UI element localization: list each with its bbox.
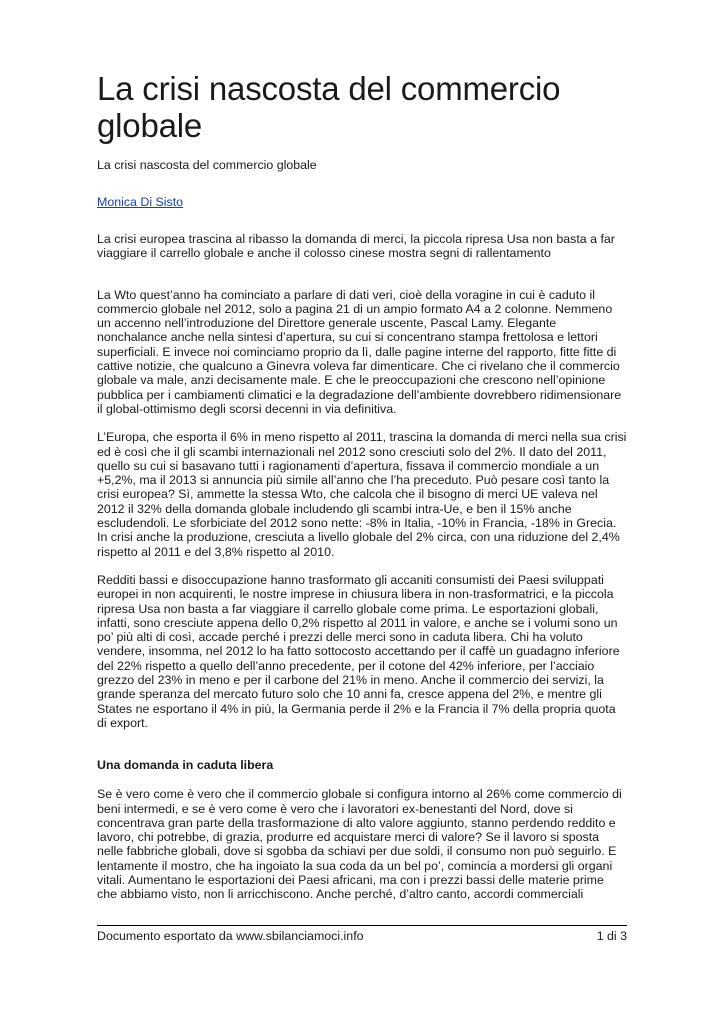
body-paragraph-2: L’Europa, che esporta il 6% in meno rispetto al 2011, trascina la domanda di merci nella sua crisi ed è così che il gli scambi internazionali nel 2012 sono cresciuti solo del 2%. Il dato del 2011, quello su cui si basavano tutti i ragionamenti d’apertura, fissava il commercio mondiale a un +5,2%, ma il 2013 si annuncia più simile all’anno che l’ha preceduto. Può pesare così tanto la crisi europea? Sì, ammette la stessa Wto, che calcola che il bisogno di merci UE valeva nel 2012 il 32% della domanda globale includendo gli scambi intra-Ue, e ben il 15% anche escludendoli. Le sforbiciate del 2012 sono nette: -8% in Italia, -10% in Francia, -18% in Grecia. In crisi anche la produzione, cresciuta a livello globale del 2% circa, con una riduzione del 2,4% rispetto al 2011 e del 3,8% rispetto al 2010. [97, 430, 627, 559]
section-heading: Una domanda in caduta libera [97, 758, 274, 773]
footer-divider [97, 925, 627, 926]
footer-source: Documento esportato da www.sbilanciamoci.info [97, 929, 364, 943]
body-paragraph-1: La Wto quest’anno ha cominciato a parlare di dati veri, cioè della voragine in cui è caduto il commercio globale nel 2012, solo a pagina 21 di un ampio formato A4 a 2 colonne. Nemmeno un accenno nell’introduzione del Direttore generale uscente, Pascal Lamy. Elegante nonchalance anche nella sintesi d’apertura, su cui si concentrano stampa frettolosa e lettori superficiali. E invece noi cominciamo proprio da lì, dalle pagine interne del rapporto, fitte fitte di cattive notizie, che qualcuno a Ginevra voleva far dimenticare. Che ci rivelano che il commercio globale va male, anzi decisamente male. E che le preoccupazioni che crescono nell’opinione pubblica per i cambiamenti climatici e la degradazione dell’ambiente dovrebbero ridimensionare il global-ottimismo degli scorsi decenni in via definitiva. [97, 287, 622, 416]
page-number: 1 di 3 [596, 929, 627, 943]
document-title: La crisi nascosta del commercio globale [97, 70, 561, 144]
body-paragraph-3: Redditi bassi e disoccupazione hanno trasformato gli accaniti consumisti dei Paesi sviluppati europei in non acquirenti, le nostre imprese in chiusura libera in non-trasformatrici, e la piccola ripresa Usa non basta a far viaggiare il carrello globale come prima. Le esportazioni globali, infatti, sono cresciute appena dello 0,2% rispetto al 2011 in valore, e anche se i volumi sono un po’ più alti di così, accade perché i prezzi delle merci sono in caduta libera. Chi ha voluto vendere, insomma, nel 2012 lo ha fatto sottocosto accettando per il caffè un guadagno inferiore del 22% rispetto a quello dell’anno precedente, per il cotone del 42% inferiore, per l’acciaio grezzo del 23% in meno e per il carbone del 21% in meno. Anche il commercio dei servizi, la grande speranza del mercato futuro solo che 10 anni fa, cresce appena del 2%, e mentre gli States ne esportano il 4% in più, la Germania perde il 2% e la Francia il 7% della propria quota di export. [97, 572, 620, 730]
lead-paragraph: La crisi europea trascina al ribasso la domanda di merci, la piccola ripresa Usa non basta a far viaggiare il carrello globale e anche il colosso cinese mostra segni di rallentamento [97, 232, 615, 261]
document-subtitle: La crisi nascosta del commercio globale [97, 158, 317, 172]
author-link[interactable]: Monica Di Sisto [97, 195, 184, 209]
body-paragraph-4: Se è vero come è vero che il commercio globale si configura intorno al 26% come commercio di beni intermedi, e se è vero come è vero che i lavoratori ex-benestanti del Nord, dove si concentrava gran parte della trasformazione di alto valore aggiunto, stanno perdendo reddito e lavoro, chi potrebbe, di grazia, produrre ed acquistare merci di valore? Se il lavoro si sposta nelle fabbriche globali, dove si sgobba da schiavi per due soldi, il consumo non può seguirlo. E lentamente il mostro, che ha ingoiato la sua coda da un bel po’, comincia a mordersi gli organi vitali. Aumentano le esportazioni dei Paesi africani, ma con i prezzi bassi delle materie prime che abbiamo visto, non li arricchiscono. Anche perché, d’altro canto, accordi commerciali [97, 787, 622, 902]
document-body [97, 70, 627, 902]
